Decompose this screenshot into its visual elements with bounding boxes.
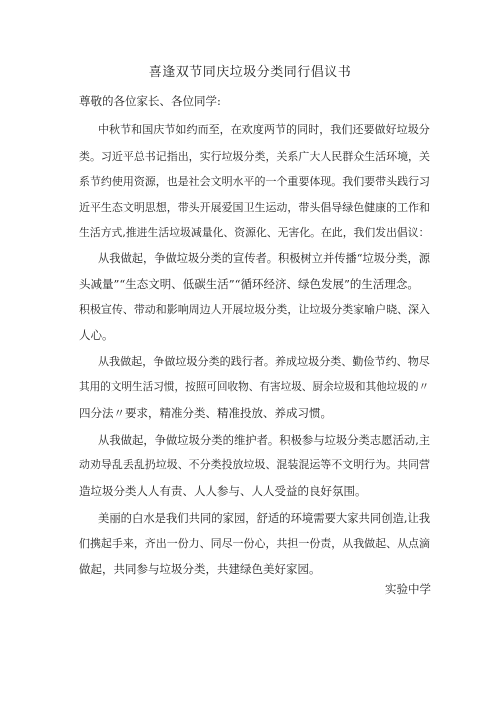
paragraph-1-line-3: 系节约使用资源，也是社会文明水平的一个重要体现。我们要带头践行习 (79, 175, 430, 188)
document-title: 喜逢双节同庆垃圾分类同行倡议书 (148, 65, 352, 80)
salutation: 尊敬的各位家长、各位同学: (79, 94, 221, 108)
paragraph-2-line-3: 积极宣传、带动和影响周边人开展垃圾分类，让垃圾分类家喻户晓、深入 (79, 303, 430, 316)
paragraph-1-line-1: 中秋节和国庆节如约而至，在欢度两节的同时，我们还要做好垃圾分 (98, 123, 430, 136)
paragraph-4-line-3: 造垃圾分类人人有责、人人参与、人人受益的良好氛围。 (79, 484, 367, 498)
paragraph-3-line-3: 四分法〃要求，精准分类、精准投放、养成习惯。 (79, 406, 332, 420)
paragraph-2-line-1: 从我做起，争做垃圾分类的宣传者。积极树立并传播“垃圾分类，源 (98, 252, 431, 265)
paragraph-1-line-4: 近平生态文明思想，带头开展爱国卫生运动，带头倡导绿色健康的工作和 (79, 201, 430, 214)
paragraph-5-line-3: 做起，共同参与垃圾分类，共建绿色美好家园。 (79, 562, 321, 576)
paragraph-2-line-4: 人心。 (79, 328, 114, 342)
paragraph-5-line-1: 美丽的白水是我们共同的家园，舒适的环境需要大家共同创造,让我 (98, 511, 431, 525)
paragraph-5-line-2: 们携起手来，齐出一份力、同尽一份心，共担一份责，从我做起、从点滴 (79, 537, 430, 550)
paragraph-1-line-5: 生活方式,推进生活垃圾减量化、资源化、无害化。在此，我们发出倡议： (79, 226, 430, 239)
paragraph-2-line-2: 头减量”“生态文明、低碳生活”“循环经济、绿色发展”的生活理念。 (79, 277, 419, 291)
paragraph-4-line-2: 动劝导乱丢乱扔垃圾、不分类投放垃圾、混装混运等不文明行为。共同营 (79, 458, 430, 471)
paragraph-3-line-1: 从我做起，争做垃圾分类的践行者。养成垃圾分类、勤俭节约、物尽 (98, 355, 430, 368)
paragraph-3-line-2: 其用的文明生活习惯，按照可回收物、有害垃圾、厨余垃圾和其他垃圾的〃 (79, 380, 430, 393)
signature: 实验中学 (385, 582, 431, 596)
paragraph-4-line-1: 从我做起，争做垃圾分类的维护者。积极参与垃圾分类志愿活动,主 (98, 433, 431, 447)
paragraph-1-line-2: 类。习近平总书记指出，实行垃圾分类，关系广大人民群众生活环境，关 (79, 150, 430, 163)
